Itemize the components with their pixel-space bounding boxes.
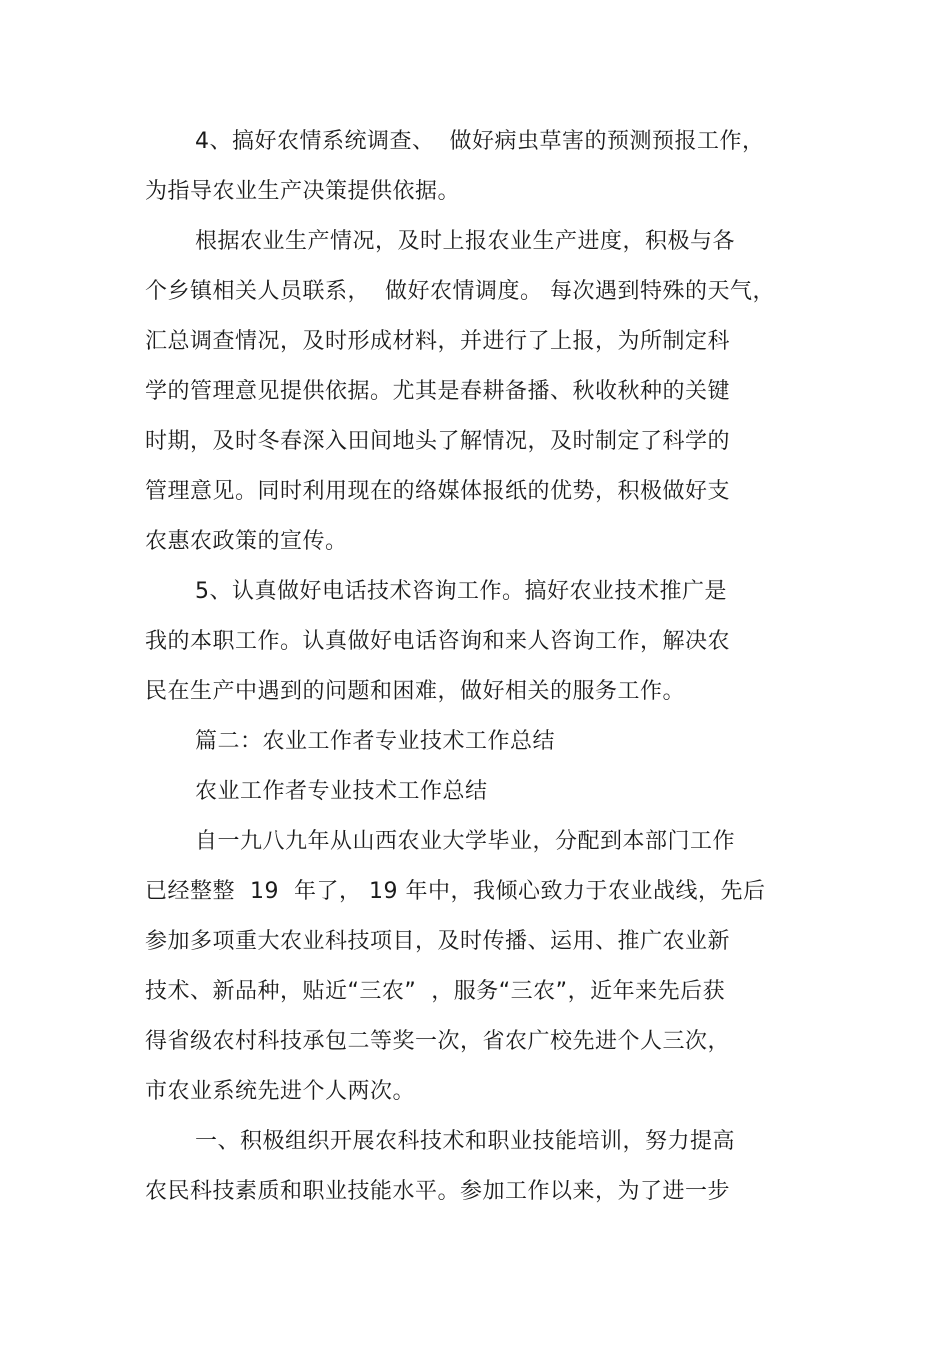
text-line: 个乡镇相关人员联系， 做好农情调度。 每次遇到特殊的天气， [145,279,775,304]
text-line: 农民科技素质和职业技能水平。参加工作以来，为了进一步 [145,1179,731,1204]
text-line: 一、积极组织开展农科技术和职业技能培训，努力提高 [195,1129,736,1154]
text-line: 得省级农村科技承包二等奖一次，省农广校先进个人三次， [145,1029,731,1054]
text-line: 管理意见。同时利用现在的络媒体报纸的优势，积极做好支 [145,479,731,504]
text-line: 参加多项重大农业科技项目，及时传播、运用、推广农业新 [145,929,731,954]
text-line: 5、认真做好电话技术咨询工作。搞好农业技术推广是 [195,579,727,604]
text-line: 已经整整 19 年了， 19 年中，我倾心致力于农业战线，先后 [145,879,766,904]
text-line: 我的本职工作。认真做好电话咨询和来人咨询工作，解决农 [145,629,731,654]
text-line: 时期，及时冬春深入田间地头了解情况，及时制定了科学的 [145,429,731,454]
text-line: 为指导农业生产决策提供依据。 [145,179,461,204]
text-line: 4、搞好农情系统调查、 做好病虫草害的预测预报工作， [195,129,765,154]
text-line: 市农业系统先进个人两次。 [145,1079,416,1104]
text-line: 民在生产中遇到的问题和困难，做好相关的服务工作。 [145,679,686,704]
text-line: 技术、新品种，贴近“三农” ，服务“三农”，近年来先后获 [145,979,726,1004]
text-line: 学的管理意见提供依据。尤其是春耕备播、秋收秋种的关键 [145,379,731,404]
section-heading: 篇二：农业工作者专业技术工作总结 [195,729,556,754]
text-line: 汇总调查情况，及时形成材料，并进行了上报，为所制定科 [145,329,731,354]
text-line: 农惠农政策的宣传。 [145,529,348,554]
text-line: 根据农业生产情况，及时上报农业生产进度，积极与各 [195,229,736,254]
document-title: 农业工作者专业技术工作总结 [195,779,488,804]
text-line: 自一九八九年从山西农业大学毕业，分配到本部门工作 [195,829,736,854]
